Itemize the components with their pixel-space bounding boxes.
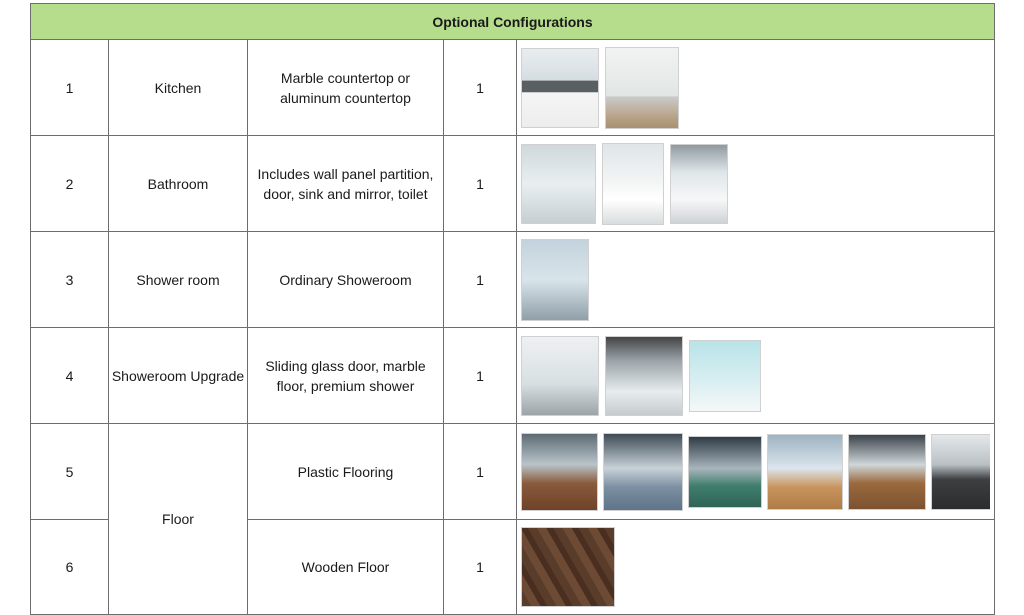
bathroom-photo bbox=[521, 144, 596, 224]
row-photos bbox=[517, 520, 995, 615]
row-quantity: 1 bbox=[444, 232, 517, 328]
plastic-flooring-photo bbox=[931, 434, 990, 510]
row-number: 2 bbox=[31, 136, 109, 232]
plastic-flooring-photo bbox=[848, 434, 926, 510]
row-photos bbox=[517, 232, 995, 328]
row-item: Bathroom bbox=[109, 136, 248, 232]
kitchen-photo bbox=[521, 48, 599, 128]
table-row bbox=[31, 232, 995, 328]
row-photos bbox=[517, 40, 995, 136]
shower-upgrade-photo bbox=[605, 336, 683, 416]
shower-upgrade-photo bbox=[689, 340, 761, 412]
table-row bbox=[31, 328, 995, 424]
row-description bbox=[248, 40, 444, 136]
row-number: 6 bbox=[31, 520, 109, 615]
row-quantity: 1 bbox=[444, 424, 517, 520]
row-item: Showeroom Upgrade bbox=[109, 328, 248, 424]
row-description bbox=[248, 424, 444, 520]
description-line: Ordinary Showeroom bbox=[279, 271, 412, 288]
bathroom-photo bbox=[670, 144, 728, 224]
row-number: 3 bbox=[31, 232, 109, 328]
row-number: 4 bbox=[31, 328, 109, 424]
row-description bbox=[248, 328, 444, 424]
row-item: Kitchen bbox=[109, 40, 248, 136]
plastic-flooring-photo bbox=[521, 433, 598, 511]
optional-configurations-table bbox=[30, 3, 995, 615]
row-quantity: 1 bbox=[444, 520, 517, 615]
description-line: Plastic Flooring bbox=[297, 463, 394, 480]
shower-upgrade-photo bbox=[521, 336, 599, 416]
shower-room-photo bbox=[521, 239, 589, 321]
description-line: door, sink and mirror, toilet bbox=[263, 185, 428, 202]
description-line: Includes wall panel partition, bbox=[257, 165, 434, 182]
row-quantity: 1 bbox=[444, 40, 517, 136]
description-line: Wooden Floor bbox=[301, 559, 390, 575]
wooden-floor-photo bbox=[521, 527, 615, 607]
description-line: floor, premium shower bbox=[276, 377, 415, 394]
description-line: Marble countertop or bbox=[280, 69, 411, 86]
plastic-flooring-photo bbox=[603, 433, 683, 511]
bathroom-photo bbox=[602, 143, 664, 225]
row-photos bbox=[517, 328, 995, 424]
row-photos bbox=[517, 424, 995, 520]
table-row bbox=[31, 136, 995, 232]
plastic-flooring-photo bbox=[688, 436, 762, 508]
row-description bbox=[248, 520, 444, 615]
table-title: Optional Configurations bbox=[31, 4, 995, 40]
row-description bbox=[248, 232, 444, 328]
row-description bbox=[248, 136, 444, 232]
row-quantity: 1 bbox=[444, 328, 517, 424]
row-item: Floor bbox=[109, 424, 248, 615]
row-quantity: 1 bbox=[444, 136, 517, 232]
row-number: 1 bbox=[31, 40, 109, 136]
row-item: Shower room bbox=[109, 232, 248, 328]
row-number: 5 bbox=[31, 424, 109, 520]
row-photos bbox=[517, 136, 995, 232]
description-line: aluminum countertop bbox=[280, 89, 411, 106]
plastic-flooring-photo bbox=[767, 434, 843, 510]
description-line: Sliding glass door, marble bbox=[265, 357, 426, 374]
table-row bbox=[31, 424, 995, 520]
kitchen-photo bbox=[605, 47, 679, 129]
table-row bbox=[31, 40, 995, 136]
